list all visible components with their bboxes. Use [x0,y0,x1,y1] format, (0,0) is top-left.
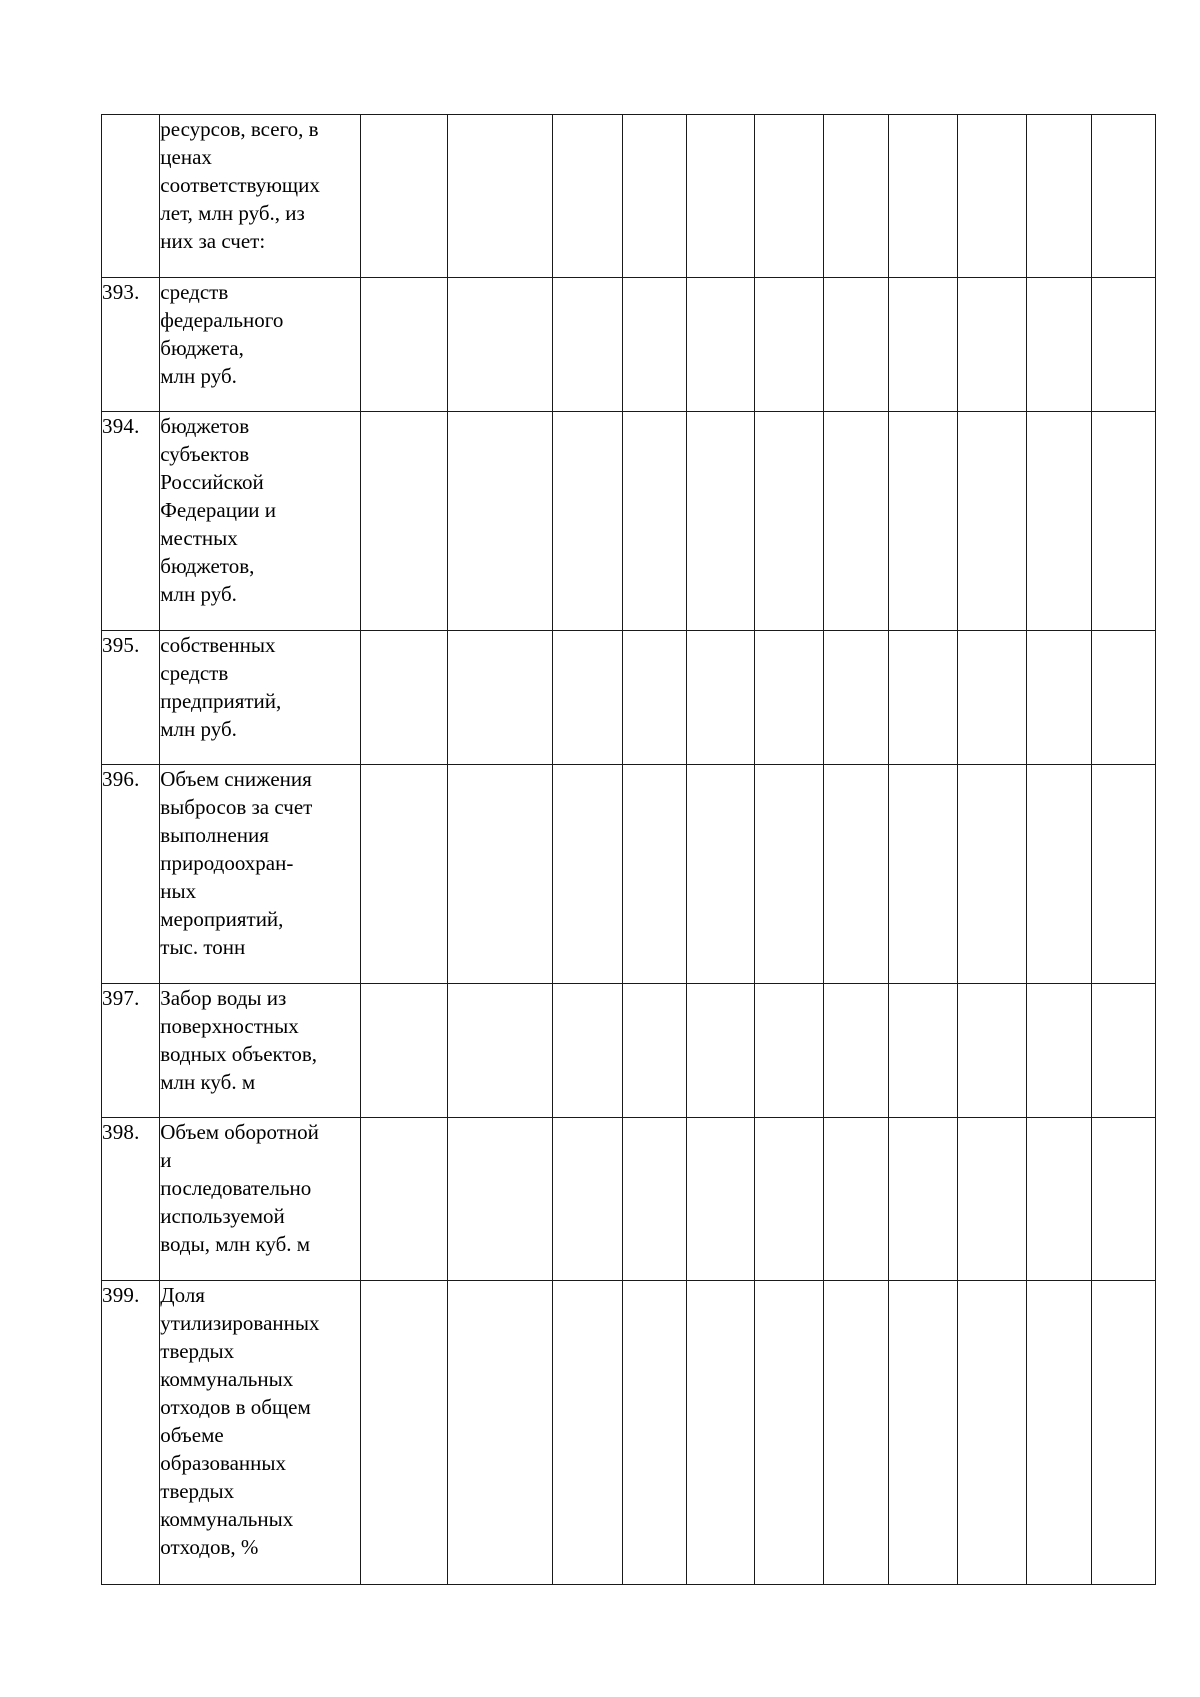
value-cell [447,631,553,765]
value-cell [361,1118,447,1281]
value-cell [958,1118,1027,1281]
indicator-label: бюджетов субъектов Российской Федерации и местных бюджетов, млн руб. [160,412,361,631]
value-cell [1027,412,1091,631]
row-number: 399. [102,1281,160,1585]
value-cell [553,1281,623,1585]
value-cell [888,631,957,765]
row-number [102,115,160,278]
table-row [102,631,1156,765]
value-cell [623,631,686,765]
value-cell [958,412,1027,631]
value-cell [1091,1281,1155,1585]
value-cell [1027,1281,1091,1585]
value-cell [755,765,824,984]
value-cell [361,984,447,1118]
row-number: 395. [102,631,160,765]
value-cell [686,765,754,984]
value-cell [361,765,447,984]
value-cell [824,412,888,631]
value-cell [686,1281,754,1585]
value-cell [888,1118,957,1281]
value-cell [686,1118,754,1281]
value-cell [1027,631,1091,765]
indicator-label: ресурсов, всего, в ценах соответствующих лет, млн руб., из них за счет: [160,115,361,278]
value-cell [686,278,754,412]
value-cell [888,278,957,412]
row-number: 394. [102,412,160,631]
value-cell [686,984,754,1118]
value-cell [686,115,754,278]
value-cell [553,1118,623,1281]
value-cell [623,115,686,278]
table-row [102,115,1156,278]
value-cell [1091,984,1155,1118]
value-cell [824,765,888,984]
value-cell [623,984,686,1118]
value-cell [755,278,824,412]
table-row [102,765,1156,984]
indicator-label: собственных средств предприятий, млн руб. [160,631,361,765]
indicator-label: Объем снижения выбросов за счет выполнения природоохран- ных мероприятий, тыс. тонн [160,765,361,984]
value-cell [755,1118,824,1281]
value-cell [553,278,623,412]
value-cell [958,115,1027,278]
value-cell [958,278,1027,412]
row-number: 398. [102,1118,160,1281]
value-cell [361,278,447,412]
value-cell [553,765,623,984]
value-cell [447,984,553,1118]
value-cell [447,412,553,631]
value-cell [888,984,957,1118]
value-cell [824,1281,888,1585]
table-row [102,278,1156,412]
table-row [102,984,1156,1118]
value-cell [361,1281,447,1585]
value-cell [1091,278,1155,412]
value-cell [888,1281,957,1585]
value-cell [755,984,824,1118]
value-cell [623,1281,686,1585]
value-cell [361,412,447,631]
value-cell [1091,115,1155,278]
value-cell [553,984,623,1118]
indicator-label: Доля утилизированных твердых коммунальных отходов в общем объеме образованных твердых коммунальных отходов, % [160,1281,361,1585]
value-cell [447,1281,553,1585]
value-cell [958,631,1027,765]
value-cell [623,278,686,412]
value-cell [958,984,1027,1118]
value-cell [1027,1118,1091,1281]
indicators-table [101,114,1156,1585]
value-cell [824,115,888,278]
value-cell [623,412,686,631]
indicator-label: средств федерального бюджета, млн руб. [160,278,361,412]
indicator-label: Забор воды из поверхностных водных объектов, млн куб. м [160,984,361,1118]
value-cell [1091,765,1155,984]
value-cell [553,631,623,765]
value-cell [447,278,553,412]
value-cell [1027,115,1091,278]
value-cell [1027,984,1091,1118]
value-cell [553,412,623,631]
value-cell [447,115,553,278]
row-number: 393. [102,278,160,412]
value-cell [361,115,447,278]
table-row [102,1281,1156,1585]
value-cell [1091,412,1155,631]
value-cell [755,631,824,765]
value-cell [824,984,888,1118]
value-cell [824,631,888,765]
value-cell [1091,1118,1155,1281]
value-cell [888,412,957,631]
indicator-label: Объем оборотной и последовательно используемой воды, млн куб. м [160,1118,361,1281]
value-cell [888,115,957,278]
value-cell [755,1281,824,1585]
document-page [101,114,1156,1591]
value-cell [361,631,447,765]
table-row [102,1118,1156,1281]
value-cell [686,631,754,765]
value-cell [553,115,623,278]
value-cell [1027,278,1091,412]
value-cell [755,115,824,278]
value-cell [623,1118,686,1281]
table-row [102,412,1156,631]
value-cell [824,1118,888,1281]
value-cell [447,1118,553,1281]
value-cell [1091,631,1155,765]
value-cell [824,278,888,412]
value-cell [958,765,1027,984]
row-number: 396. [102,765,160,984]
value-cell [447,765,553,984]
value-cell [888,765,957,984]
value-cell [1027,765,1091,984]
value-cell [686,412,754,631]
value-cell [958,1281,1027,1585]
value-cell [623,765,686,984]
row-number: 397. [102,984,160,1118]
value-cell [755,412,824,631]
